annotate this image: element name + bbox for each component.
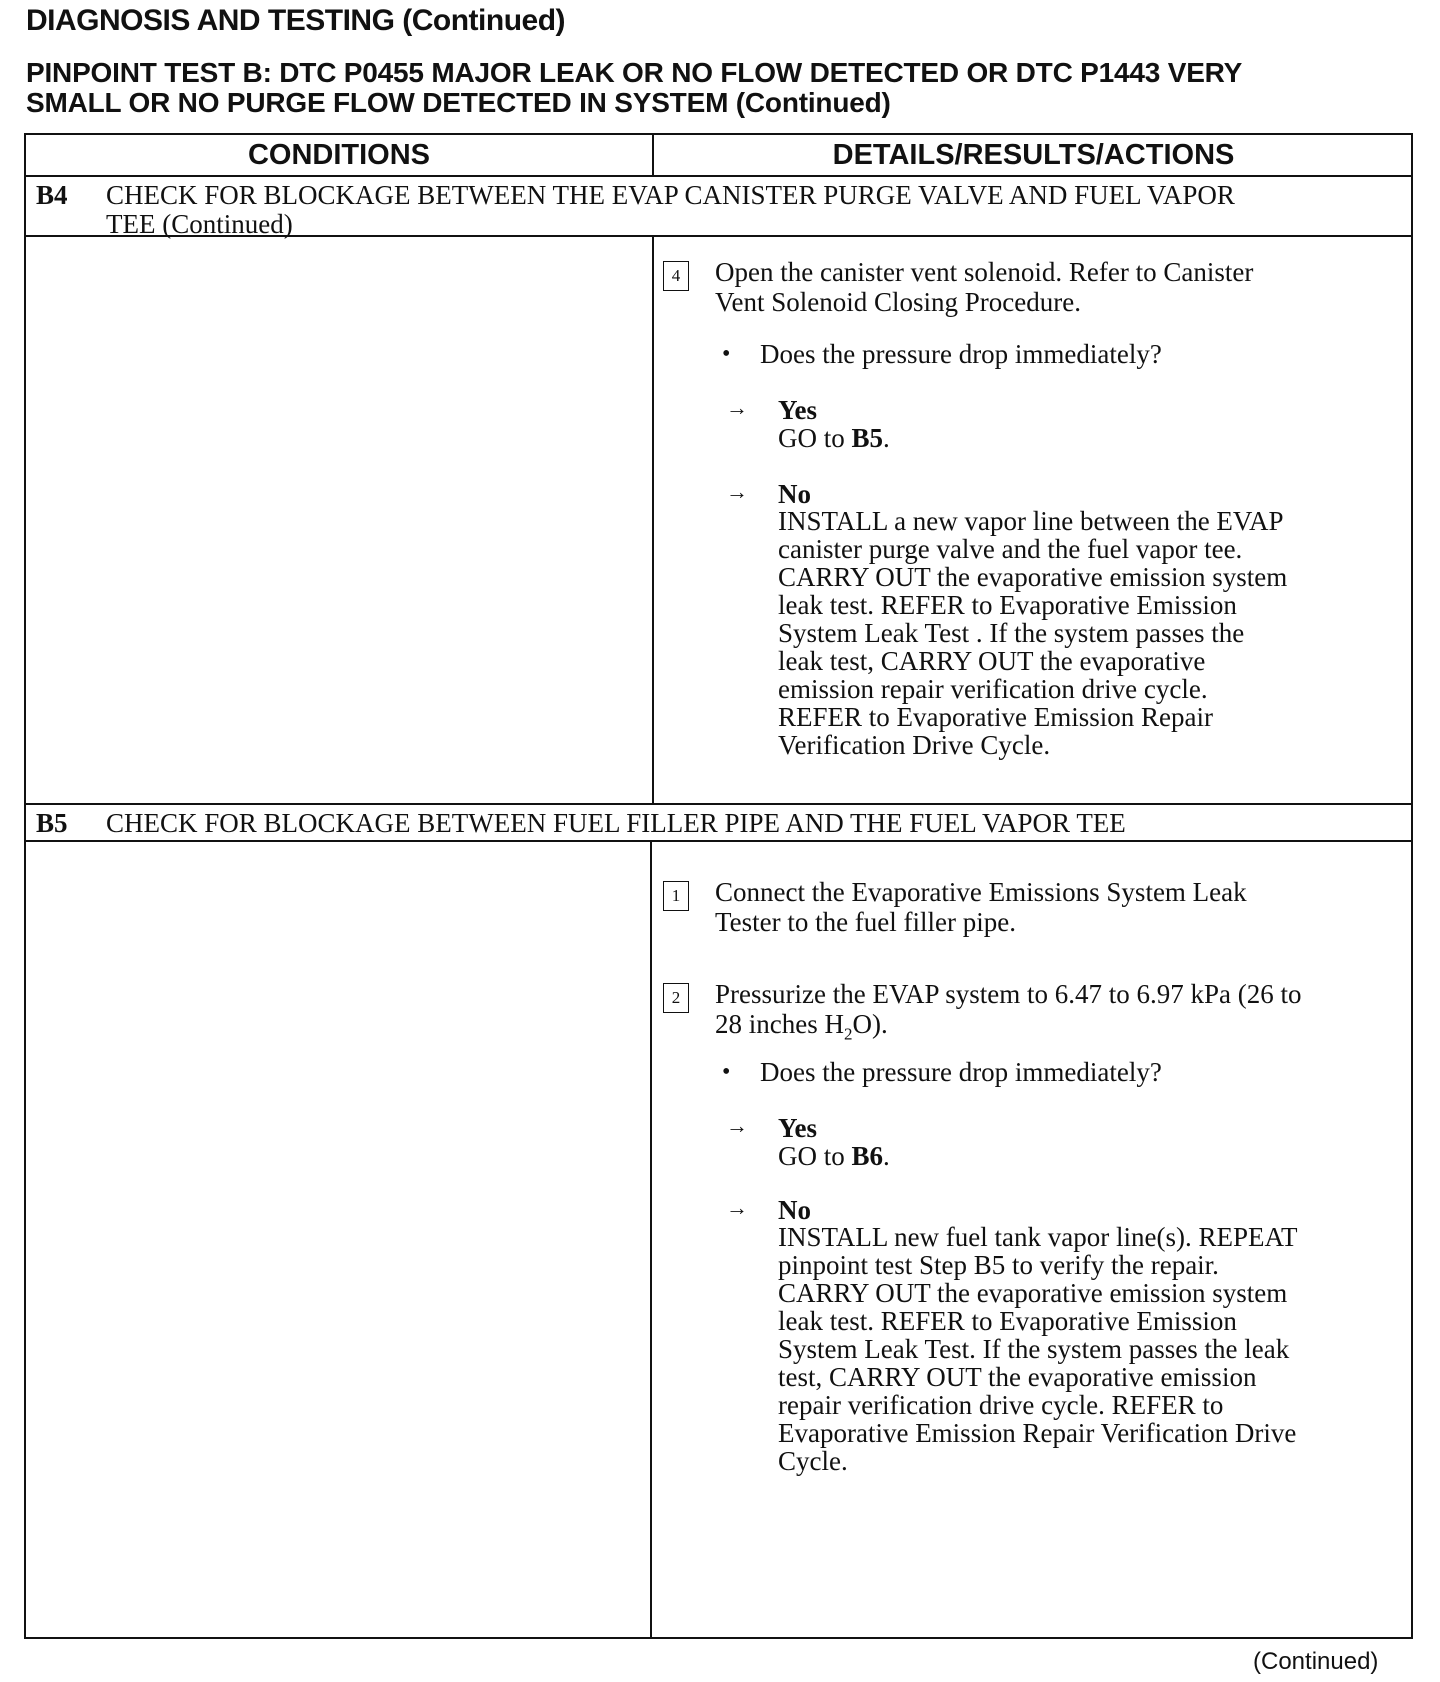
step-title-b5: CHECK FOR BLOCKAGE BETWEEN FUEL FILLER PIPE AND THE FUEL VAPOR TEE — [106, 808, 1126, 838]
bullet-icon: • — [722, 1059, 731, 1085]
right-arrow-icon: → — [726, 1195, 748, 1220]
go-to-text: GO to — [778, 423, 845, 453]
b4-step-4-text: Open the canister vent solenoid. Refer to Canister Vent Solenoid Closing Procedure. — [715, 257, 1254, 317]
go-to-period: . — [883, 423, 890, 453]
step-number-box: 2 — [663, 983, 689, 1013]
column-divider-b5 — [650, 840, 652, 1639]
step-number-box: 4 — [663, 261, 689, 291]
row-divider — [26, 840, 1411, 842]
go-to-text: GO to — [778, 1141, 845, 1171]
pinpoint-test-title — [26, 58, 1242, 118]
b5-no-label: No — [778, 1195, 811, 1225]
column-header-details: DETAILS/RESULTS/ACTIONS — [832, 139, 1235, 171]
b5-question: Does the pressure drop immediately? — [760, 1057, 1162, 1087]
subscript-2: 2 — [843, 1024, 853, 1044]
go-to-period: . — [883, 1141, 890, 1171]
header-divider — [652, 135, 654, 175]
right-arrow-icon: → — [726, 395, 748, 420]
b4-question: Does the pressure drop immediately? — [760, 339, 1162, 369]
go-to-target[interactable]: B5 — [851, 423, 884, 453]
bullet-icon: • — [722, 341, 731, 367]
b5-step-1-text: Connect the Evaporative Emissions System Leak Tester to the fuel filler pipe. — [715, 877, 1247, 937]
step-number-box: 1 — [663, 881, 689, 911]
right-arrow-icon: → — [726, 479, 748, 504]
b5-step-2-text — [715, 979, 1305, 1049]
step-2-text-b: O). — [852, 1009, 888, 1039]
column-header-conditions: CONDITIONS — [247, 139, 431, 171]
step-title-b4: CHECK FOR BLOCKAGE BETWEEN THE EVAP CANISTER PURGE VALVE AND FUEL VAPOR TEE (Continued) — [106, 180, 1235, 239]
test-title-line-1: PINPOINT TEST B: DTC P0455 MAJOR LEAK OR NO FLOW DETECTED OR DTC P1443 VERY — [26, 57, 1243, 88]
b5-yes-label: Yes — [778, 1113, 817, 1143]
row-divider — [26, 175, 1411, 177]
b4-no-action: INSTALL a new vapor line between the EVAP canister purge valve and the fuel vapor tee. CARRY OUT the evaporative emission system leak test. REFER to Evaporative Emission System Leak Test . If the system passes the leak test, CARRY OUT the evaporative emission repair verification drive cycle. REFER to Evaporative Emission Repair Verification Drive Cycle. — [778, 506, 1288, 760]
test-title-line-2: SMALL OR NO PURGE FLOW DETECTED IN SYSTEM (Continued) — [26, 87, 891, 118]
step-id-b5: B5 — [36, 808, 68, 838]
b4-yes-label: Yes — [778, 395, 817, 425]
b5-yes-action — [778, 1141, 890, 1171]
row-divider — [26, 803, 1411, 805]
right-arrow-icon: → — [726, 1113, 748, 1138]
section-title: DIAGNOSIS AND TESTING (Continued) — [26, 4, 566, 37]
column-divider-b4 — [652, 235, 654, 803]
continued-label: (Continued) — [1253, 1648, 1379, 1675]
step-2-text-a: Pressurize the EVAP system to 6.47 to 6.97 kPa (26 to 28 inches H — [715, 979, 1302, 1039]
pinpoint-test-table — [24, 133, 1413, 1639]
b4-yes-action — [778, 423, 890, 453]
b4-no-label: No — [778, 479, 811, 509]
step-id-b4: B4 — [36, 180, 68, 210]
go-to-target[interactable]: B6 — [851, 1141, 884, 1171]
row-divider — [26, 235, 1411, 237]
b5-no-action: INSTALL new fuel tank vapor line(s). REPEAT pinpoint test Step B5 to verify the repair. CARRY OUT the evaporative emission system leak test. REFER to Evaporative Emission System Leak Test. If the system passes the leak test, CARRY OUT the evaporative emission repair verification drive cycle. REFER to Evaporative Emission Repair Verification Drive Cycle. — [778, 1222, 1297, 1476]
